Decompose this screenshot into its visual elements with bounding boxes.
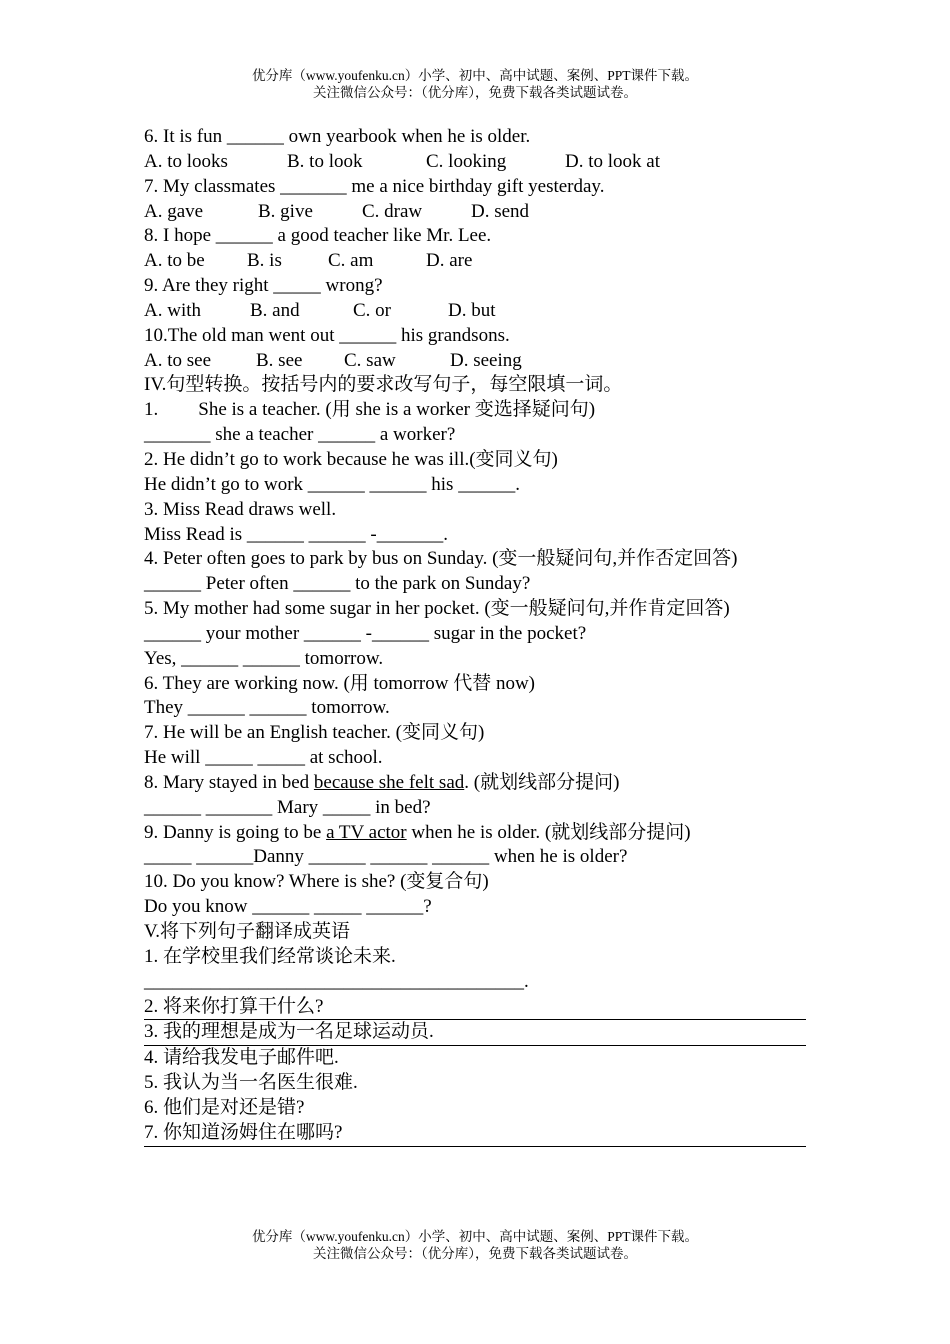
s4-question-9 bbox=[144, 821, 806, 846]
s4-question-1-text: She is a teacher. (用 she is a worker 变选择疑问句) bbox=[198, 399, 596, 421]
mc-options-6 bbox=[144, 150, 806, 175]
s4-question-9-pre: 9. Danny is going to be bbox=[144, 821, 327, 843]
s4-question-8-post: . (就划线部分提问) bbox=[464, 771, 620, 793]
s4-question-9-post: when he is older. (就划线部分提问) bbox=[406, 821, 691, 843]
option-a: A. with bbox=[144, 299, 201, 321]
option-d: D. but bbox=[448, 299, 496, 321]
s4-question-7: 7. He will be an English teacher. (变同义句) bbox=[144, 722, 485, 744]
mc-options-9 bbox=[144, 299, 806, 324]
mc-question-8: 8. I hope ______ a good teacher like Mr. Lee. bbox=[144, 225, 492, 247]
option-d: D. seeing bbox=[450, 349, 522, 371]
option-b: B. is bbox=[247, 250, 282, 272]
s4-answer-5b: Yes, ______ ______ tomorrow. bbox=[144, 647, 384, 669]
s4-question-3: 3. Miss Read draws well. bbox=[144, 498, 337, 520]
s5-item-6: 6. 他们是对还是错? bbox=[144, 1096, 305, 1118]
option-b: B. and bbox=[250, 299, 300, 321]
s4-answer-2: He didn’t go to work ______ ______ his ______. bbox=[144, 473, 520, 495]
header-line-2: 关注微信公众号：（优分库），免费下载各类试题试卷。 bbox=[313, 85, 637, 100]
s4-question-8-pre: 8. Mary stayed in bed bbox=[144, 771, 314, 793]
s4-question-2: 2. He didn’t go to work because he was ill.(变同义句) bbox=[144, 448, 558, 470]
mc-question-9: 9. Are they right _____ wrong? bbox=[144, 275, 383, 297]
section-5-title: V.将下列句子翻译成英语 bbox=[144, 921, 351, 942]
option-b: B. see bbox=[256, 349, 303, 371]
s4-answer-1: _______ she a teacher ______ a worker? bbox=[144, 424, 456, 446]
s4-answer-3: Miss Read is ______ ______ -_______. bbox=[144, 523, 448, 545]
s4-question-1 bbox=[144, 398, 806, 423]
option-a: A. to be bbox=[144, 250, 205, 272]
page-footer bbox=[0, 1228, 950, 1262]
s5-item-5: 5. 我认为当一名医生很难. bbox=[144, 1072, 358, 1094]
s5-item-1: 1. 在学校里我们经常谈论未来. bbox=[144, 945, 396, 967]
s4-question-5: 5. My mother had some sugar in her pocket. (变一般疑问句,并作肯定回答) bbox=[144, 598, 730, 620]
s4-answer-10: Do you know ______ _____ ______? bbox=[144, 896, 432, 918]
s4-question-10: 10. Do you know? Where is she? (变复合句) bbox=[144, 871, 489, 893]
option-c: C. draw bbox=[362, 200, 423, 222]
s5-item-7: 7. 你知道汤姆住在哪吗? bbox=[144, 1121, 806, 1147]
mc-options-8 bbox=[144, 249, 806, 274]
s4-question-1-number: 1. bbox=[144, 399, 159, 421]
s4-question-6: 6. They are working now. (用 tomorrow 代替 now) bbox=[144, 672, 536, 694]
footer-line-1: 优分库（www.youfenku.cn）小学、初中、高中试题、案例、PPT课件下载。 bbox=[251, 1229, 699, 1244]
option-a: A. gave bbox=[144, 200, 204, 222]
s5-item-3: 3. 我的理想是成为一名足球运动员. bbox=[144, 1020, 806, 1046]
option-c: C. or bbox=[353, 299, 391, 321]
s4-answer-7: He will _____ _____ at school. bbox=[144, 747, 383, 769]
option-c: C. am bbox=[328, 250, 374, 272]
footer-line-2: 关注微信公众号：（优分库），免费下载各类试题试卷。 bbox=[313, 1246, 637, 1261]
s4-answer-4: ______ Peter often ______ to the park on Sunday? bbox=[144, 573, 531, 595]
option-b: B. give bbox=[258, 200, 313, 222]
option-d: D. to look at bbox=[565, 150, 660, 172]
mc-question-6: 6. It is fun ______ own yearbook when he is older. bbox=[144, 126, 531, 147]
worksheet-body bbox=[144, 125, 806, 1147]
mc-options-10 bbox=[144, 349, 806, 374]
s4-question-8 bbox=[144, 771, 806, 796]
header-line-1: 优分库（www.youfenku.cn）小学、初中、高中试题、案例、PPT课件下载。 bbox=[251, 68, 699, 83]
option-d: D. are bbox=[426, 250, 473, 272]
s4-answer-5: ______ your mother ______ -______ sugar in the pocket? bbox=[144, 622, 587, 644]
option-c: C. saw bbox=[344, 349, 396, 371]
s4-answer-6: They ______ ______ tomorrow. bbox=[144, 697, 390, 719]
option-d: D. send bbox=[471, 200, 530, 222]
s5-item-2: 2. 将来你打算干什么? bbox=[144, 995, 806, 1021]
mc-question-10: 10.The old man went out ______ his grandsons. bbox=[144, 324, 510, 346]
option-a: A. to see bbox=[144, 349, 212, 371]
s5-item-4: 4. 请给我发电子邮件吧. bbox=[144, 1047, 339, 1069]
s4-answer-9: _____ ______Danny ______ ______ ______ when he is older? bbox=[144, 846, 628, 868]
page-header bbox=[0, 67, 950, 101]
section-4-title: IV.句型转换。按括号内的要求改写句子，每空限填一词。 bbox=[144, 374, 623, 396]
mc-question-7: 7. My classmates _______ me a nice birthday gift yesterday. bbox=[144, 175, 605, 197]
s5-blank-1: ________________________________________. bbox=[144, 970, 529, 992]
s4-answer-8: ______ _______ Mary _____ in bed? bbox=[144, 796, 431, 818]
s4-question-4: 4. Peter often goes to park by bus on Sunday. (变一般疑问句,并作否定回答) bbox=[144, 548, 738, 570]
option-c: C. looking bbox=[426, 150, 507, 172]
mc-options-7 bbox=[144, 200, 806, 225]
s4-question-9-underlined: a TV actor bbox=[326, 821, 407, 843]
option-b: B. to look bbox=[287, 150, 363, 172]
s4-question-8-underlined: because she felt sad bbox=[313, 771, 465, 793]
option-a: A. to looks bbox=[144, 150, 228, 172]
